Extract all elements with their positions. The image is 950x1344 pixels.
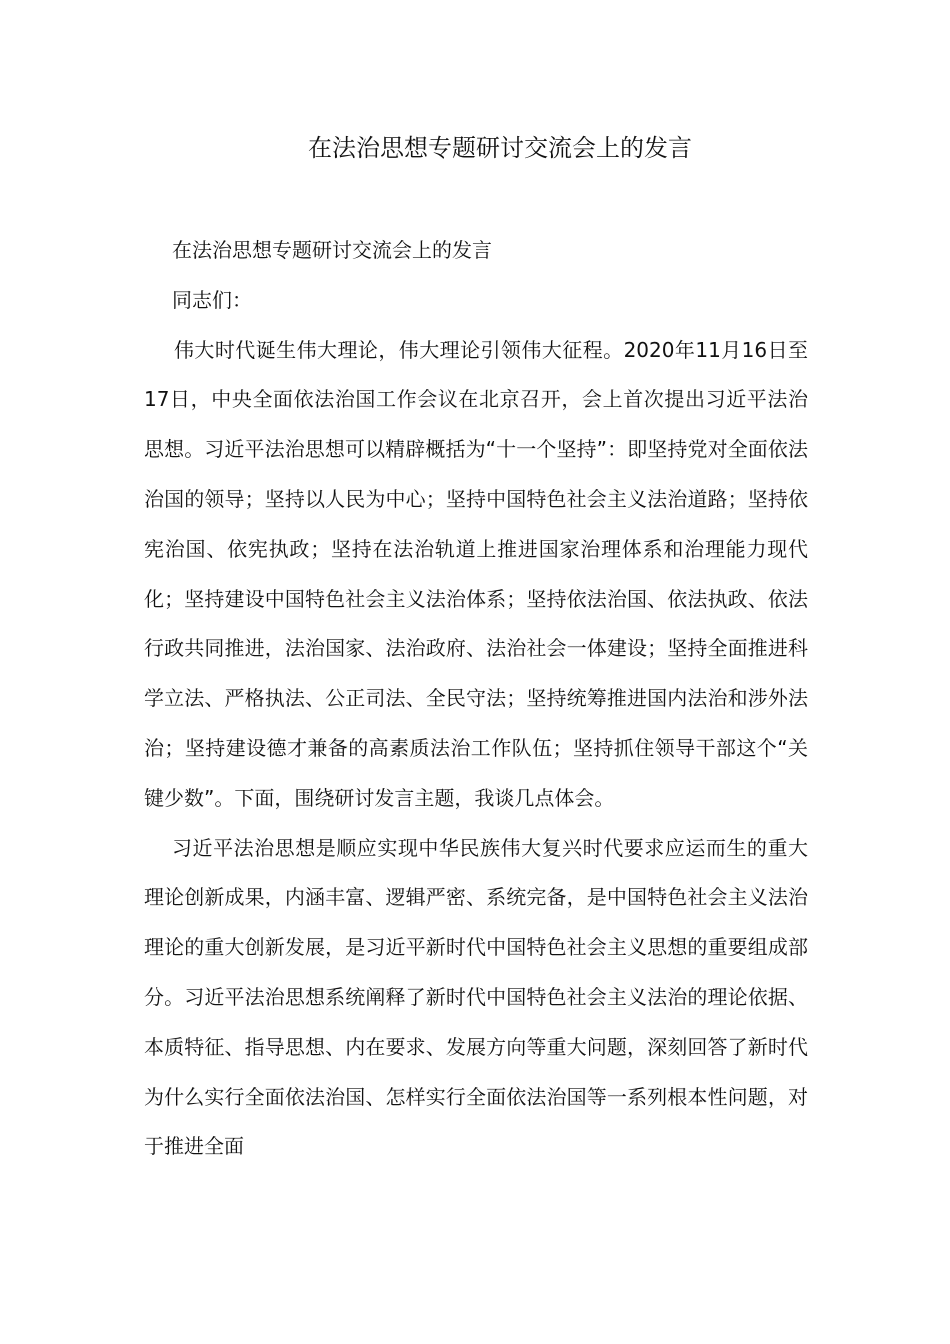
body-paragraph-1: 伟大时代诞生伟大理论，伟大理论引领伟大征程。2020年11月16日至17日，中央全面依法治国工作会议在北京召开，会上首次提出习近平法治思想。习近平法治思想可以精辟概括为“十一个坚持”：即坚持党对全面依法治国的领导；坚持以人民为中心；坚持中国特色社会主义法治道路；坚持依宪治国、依宪执政；坚持在法治轨道上推进国家治理体系和治理能力现代化；坚持建设中国特色社会主义法治体系；坚持依法治国、依法执政、依法行政共同推进，法治国家、法治政府、法治社会一体建设；坚持全面推进科学立法、严格执法、公正司法、全民守法；坚持统筹推进国内法治和涉外法治；坚持建设德才兼备的高素质法治工作队伍；坚持抓住领导干部这个“关键少数”。下面，围绕研讨发言主题，我谈几点体会。 [144,337,808,810]
subtitle-paragraph: 在法治思想专题研讨交流会上的发言 [172,238,492,262]
document-body [144,226,808,1172]
salutation-paragraph: 同志们： [172,287,252,312]
document-title: 在法治思想专题研讨交流会上的发言 [308,134,692,162]
body-paragraph-2: 习近平法治思想是顺应实现中华民族伟大复兴时代要求应运而生的重大理论创新成果，内涵丰富、逻辑严密、系统完备，是中国特色社会主义法治理论的重大创新发展，是习近平新时代中国特色社会主义思想的重要组成部分。习近平法治思想系统阐释了新时代中国特色社会主义法治的理论依据、本质特征、指导思想、内在要求、发展方向等重大问题，深刻回答了新时代为什么实行全面依法治国、怎样实行全面依法治国等一系列根本性问题，对于推进全面 [144,835,808,1159]
